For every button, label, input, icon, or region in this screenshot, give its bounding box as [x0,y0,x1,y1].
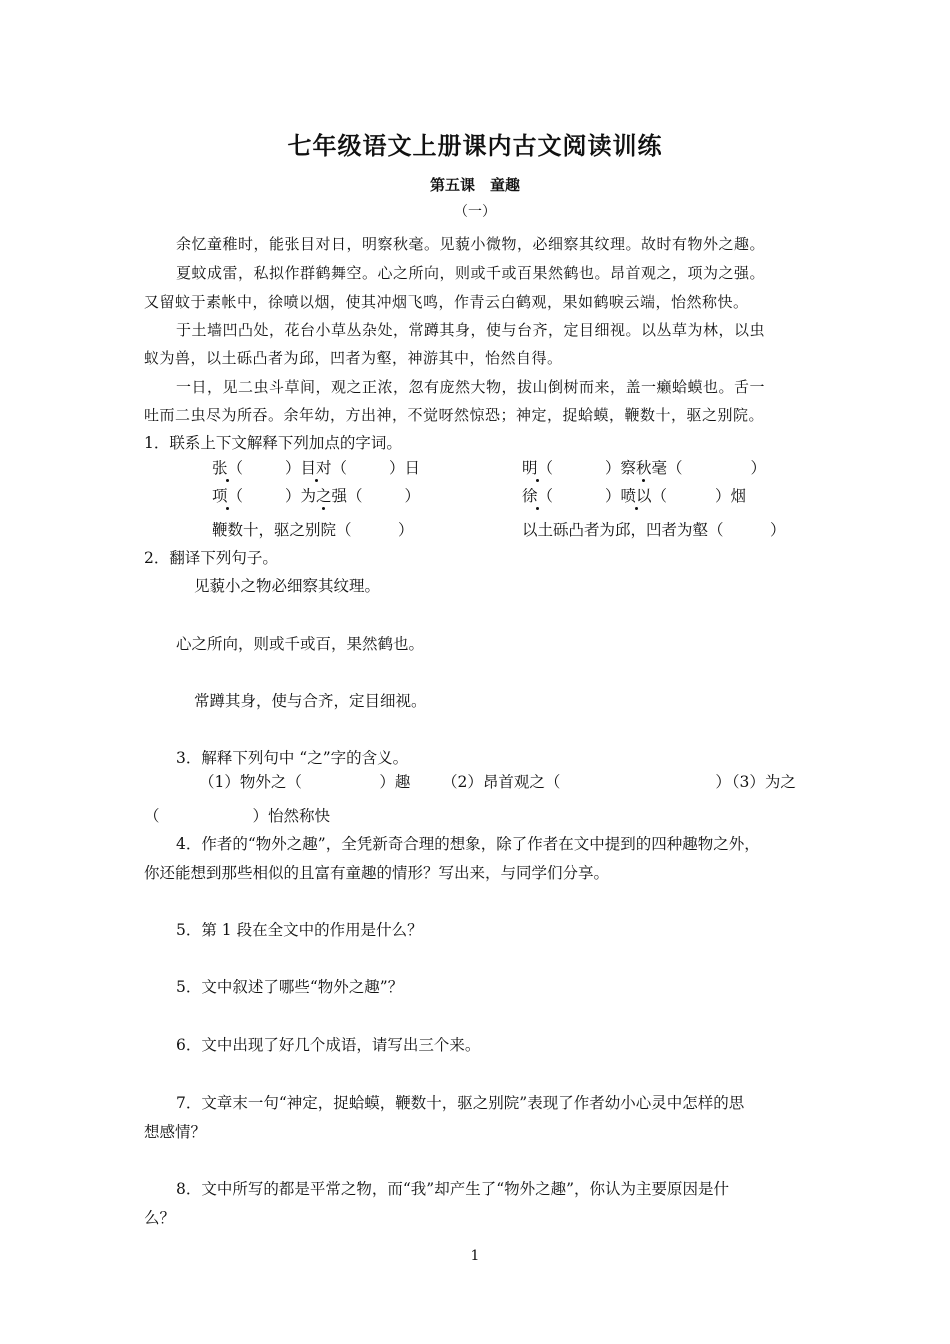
q1-item-xu-pen-yi-yan: 徐（ ）喷以（ ）烟 [522,487,747,505]
question-6: 6．文中出现了好几个成语，请写出三个来。 [176,1036,481,1054]
passage-line-3: 又留蚊于素帐中，徐喷以烟，使其冲烟飞鸣，作青云白鹤观，果如鹤唳云端，怡然称快。 [144,293,749,311]
q1-item-zhang-mu-dui-ri: 张（ ）目对（ ）日 [212,459,421,477]
lesson-title: 第五课 童趣 [429,176,520,194]
question-8-line-2: 么？ [144,1209,176,1227]
question-5b: 5．文中叙述了哪些“物外之趣”？ [176,978,404,996]
question-8-line-1: 8．文中所写的都是平常之物，而“我”却产生了“物外之趣”，你认为主要原因是什 [176,1180,730,1198]
q1-item-wei-qiu: 以土砾凸者为邱，凹者为壑（ ） [522,521,786,539]
q3-item-3-blank: （ ）怡然称快 [144,807,331,825]
question-5a: 5．第 1 段在全文中的作用是什么？ [176,921,423,939]
question-4-line-1: 4．作者的“物外之趣”，全凭新奇合理的想象，除了作者在文中提到的四种趣物之外， [176,835,760,853]
passage-line-5: 蚁为兽，以土砾凸者为邱，凹者为壑，神游其中，怡然自得。 [144,349,563,367]
question-3-stem: 3．解释下列句中 “之”字的含义。 [176,749,409,767]
passage-line-2: 夏蚊成雷，私拟作群鹤舞空。心之所向，则或千或百果然鹤也。昂首观之，项为之强。 [176,264,766,282]
q1-item-xiang-wei-zhi-qiang: 项（ ）为之强（ ） [212,487,421,505]
question-7-line-1: 7．文章末一句“神定，捉蛤蟆，鞭数十，驱之别院”表现了作者幼小心灵中怎样的思 [176,1094,745,1112]
q2-sentence-1: 见藐小之物必细察其纹理。 [194,577,381,595]
q3-item-3: （3）为之 [724,773,796,791]
question-4-line-2: 你还能想到那些相似的且富有童趣的情形？写出来，与同学们分享。 [144,864,610,882]
q3-item-2: （2）昂首观之（ ） [442,773,731,791]
passage-line-7: 吐而二虫尽为所吞。余年幼，方出神，不觉呀然惊恐；神定，捉蛤蟆，鞭数十，驱之别院。 [144,406,765,424]
q3-item-1: （1）物外之（ ）趣 [199,773,411,791]
passage-line-6: 一日，见二虫斗草间，观之正浓，忽有庞然大物，拔山倒树而来，盖一癞蛤蟆也。舌一 [176,378,766,396]
question-1-stem: 1．联系上下文解释下列加点的字词。 [144,434,402,452]
q2-sentence-2: 心之所向，则或千或百，果然鹤也。 [176,635,425,653]
passage-line-1: 余忆童稚时，能张目对日，明察秋毫。见藐小微物，必细察其纹理。故时有物外之趣。 [176,235,766,253]
passage-line-4: 于土墙凹凸处，花台小草丛杂处，常蹲其身，使与台齐，定目细视。以丛草为林，以虫 [176,321,766,339]
q1-item-ming-cha-qiu-hao: 明（ ）察秋毫（ ） [522,459,767,477]
page-number: 1 [470,1248,480,1264]
q2-sentence-3: 常蹲其身，使与合齐，定目细视。 [194,692,427,710]
question-7-line-2: 想感情？ [144,1123,207,1141]
section-number: （一） [454,204,496,220]
q1-item-bian-shu-shi: 鞭数十，驱之别院（ ） [212,521,414,539]
question-2-stem: 2．翻译下列句子。 [144,549,278,567]
document-title: 七年级语文上册课内古文阅读训练 [287,131,663,160]
